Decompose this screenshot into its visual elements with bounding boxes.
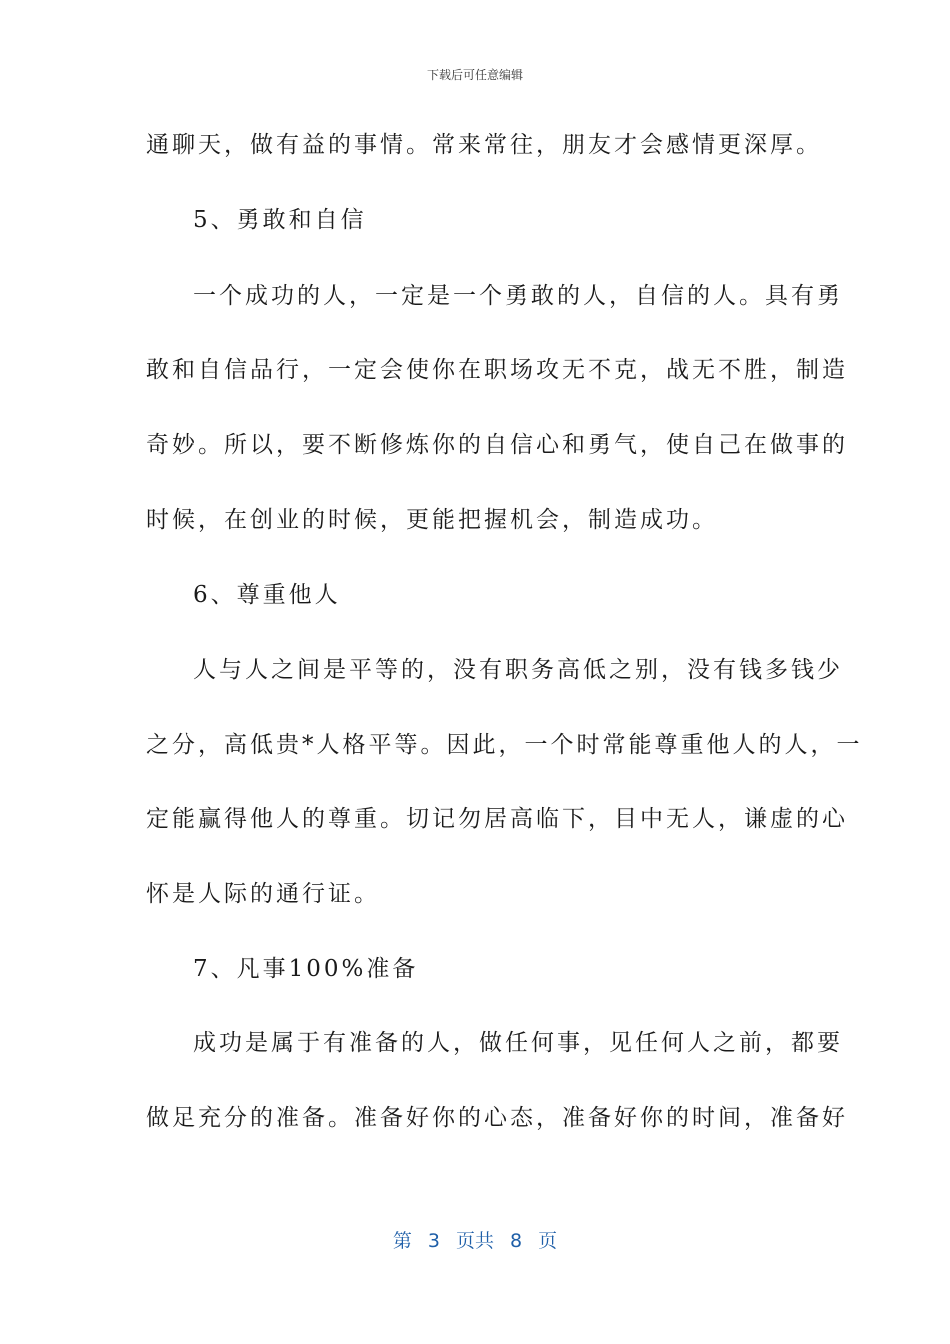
section-heading: 5、勇敢和自信 xyxy=(193,207,367,233)
paragraph-line: 奇妙。所以，要不断修炼你的自信心和勇气，使自己在做事的 xyxy=(146,432,848,458)
paragraph-line: 人与人之间是平等的，没有职务高低之别，没有钱多钱少 xyxy=(193,657,843,683)
page-footer xyxy=(0,1226,950,1253)
paragraph-line: 时候，在创业的时候，更能把握机会，制造成功。 xyxy=(146,507,718,533)
paragraph-line: 之分，高低贵*人格平等。因此，一个时常能尊重他人的人，一 xyxy=(146,732,863,758)
section-heading: 6、尊重他人 xyxy=(193,582,341,608)
page-header: 下载后可任意编辑 xyxy=(426,68,523,82)
paragraph-line: 敢和自信品行，一定会使你在职场攻无不克，战无不胜，制造 xyxy=(146,357,848,383)
footer-middle: 页共 xyxy=(455,1230,494,1252)
paragraph-line: 怀是人际的通行证。 xyxy=(146,881,380,907)
footer-current-page: 3 xyxy=(427,1230,440,1252)
footer-total-pages: 8 xyxy=(510,1230,523,1252)
paragraph-line: 通聊天，做有益的事情。常来常往，朋友才会感情更深厚。 xyxy=(146,132,822,158)
paragraph-line: 成功是属于有准备的人，做任何事，见任何人之前，都要 xyxy=(193,1030,843,1056)
section-heading: 7、凡事100%准备 xyxy=(193,956,419,982)
footer-suffix: 页 xyxy=(538,1230,558,1252)
paragraph-line: 定能赢得他人的尊重。切记勿居高临下，目中无人，谦虚的心 xyxy=(146,806,848,832)
footer-prefix: 第 xyxy=(392,1230,412,1252)
paragraph-line: 做足充分的准备。准备好你的心态，准备好你的时间，准备好 xyxy=(146,1105,848,1131)
paragraph-line: 一个成功的人，一定是一个勇敢的人，自信的人。具有勇 xyxy=(193,283,843,309)
